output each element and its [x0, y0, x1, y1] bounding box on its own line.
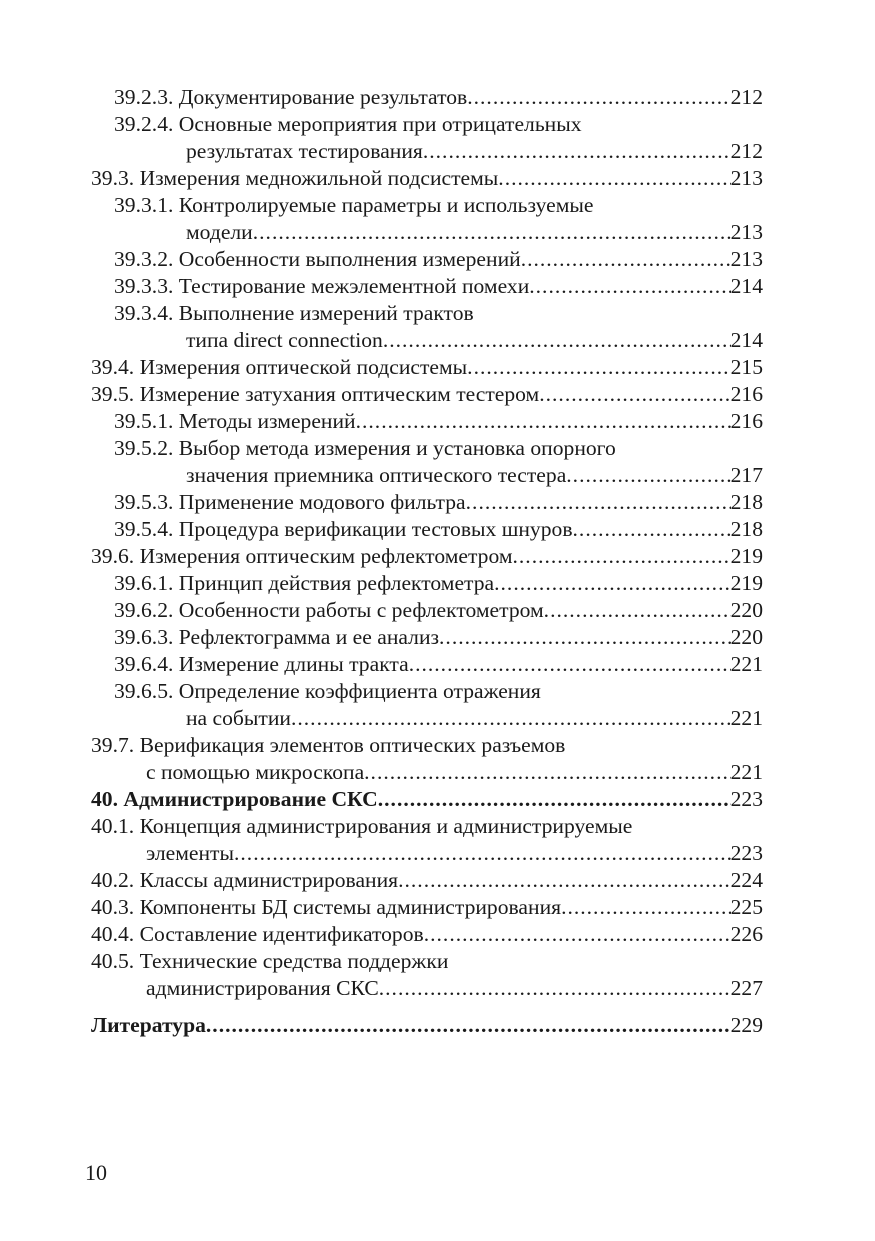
toc-entry-title: 39.3.3. Тестирование межэлементной помехи	[114, 274, 530, 298]
dot-leader	[539, 381, 730, 408]
toc-entry-page: 217	[730, 463, 763, 487]
toc-entry-title: 39.6.3. Рефлектограмма и ее анализ	[114, 625, 440, 649]
dot-leader	[498, 165, 730, 192]
toc-entry-39-5-1	[91, 408, 763, 435]
toc-entry-title: 39.5.4. Процедура верификации тестовых шнуров	[114, 517, 573, 541]
toc-entry-title: 39.6.4. Измерение длины тракта	[114, 652, 409, 676]
toc-entry-page: 223	[730, 841, 763, 865]
toc-entry-page: 214	[730, 274, 763, 298]
toc-entry-title: 39.6.2. Особенности работы с рефлектометром	[114, 598, 544, 622]
toc-entry-page: 221	[730, 706, 763, 730]
dot-leader	[561, 894, 731, 921]
table-of-contents	[91, 84, 763, 1039]
toc-entry-page: 214	[730, 328, 763, 352]
dot-leader	[379, 975, 731, 1002]
dot-leader	[573, 516, 731, 543]
toc-chapter-title: Литература	[91, 1013, 206, 1037]
toc-entry-page: 226	[730, 922, 763, 946]
toc-entry-title: 39.6. Измерения оптическим рефлектометром	[91, 544, 513, 568]
dot-leader	[253, 219, 731, 246]
toc-entry-page: 225	[730, 895, 763, 919]
toc-entry-page: 216	[730, 409, 763, 433]
toc-chapter-title: 40. Администрирование СКС	[91, 787, 378, 811]
toc-entry-39-7	[91, 732, 763, 759]
toc-entry-page: 213	[730, 220, 763, 244]
toc-entry-40-1-cont	[91, 840, 763, 867]
toc-entry-title: 40.4. Составление идентификаторов	[91, 922, 424, 946]
toc-entry-page: 229	[730, 1013, 763, 1037]
toc-entry-title: 39.5. Измерение затухания оптическим тестером	[91, 382, 540, 406]
toc-entry-title: 40.2. Классы администрирования	[91, 868, 399, 892]
toc-entry-39-5-2-cont	[91, 462, 763, 489]
toc-entry-39-3-4-cont	[91, 327, 763, 354]
toc-entry-literature	[91, 1012, 763, 1039]
dot-leader	[424, 921, 731, 948]
dot-leader	[378, 786, 731, 813]
toc-entry-title-cont: значения приемника оптического тестера	[186, 463, 567, 487]
toc-entry-page: 218	[730, 490, 763, 514]
toc-entry-title: 39.5.1. Методы измерений	[114, 409, 356, 433]
toc-entry-title: 39.6.1. Принцип действия рефлектометра	[114, 571, 495, 595]
toc-entry-page: 212	[730, 85, 763, 109]
toc-entry-title: 39.3.1. Контролируемые параметры и используемые	[114, 193, 594, 217]
dot-leader	[529, 273, 730, 300]
dot-leader	[383, 327, 731, 354]
toc-entry-40-3	[91, 894, 763, 921]
toc-entry-title: 39.5.2. Выбор метода измерения и установка опорного	[114, 436, 616, 460]
toc-entry-39-3	[91, 165, 763, 192]
page-number: 10	[85, 1160, 107, 1185]
dot-leader	[544, 597, 731, 624]
toc-entry-39-6-1	[91, 570, 763, 597]
toc-entry-title-cont: типа direct connection	[186, 328, 383, 352]
toc-entry-title: 39.5.3. Применение модового фильтра	[114, 490, 466, 514]
toc-entry-title-cont: элементы	[146, 841, 234, 865]
toc-entry-39-7-cont	[91, 759, 763, 786]
toc-entry-page: 220	[730, 598, 763, 622]
dot-leader	[356, 408, 731, 435]
toc-entry-title-cont: на событии	[186, 706, 291, 730]
toc-entry-39-3-1-cont	[91, 219, 763, 246]
dot-leader	[234, 840, 731, 867]
toc-entry-page: 220	[730, 625, 763, 649]
toc-entry-title: 39.7. Верификация элементов оптических разъемов	[91, 733, 566, 757]
toc-entry-39-2-4-cont	[91, 138, 763, 165]
toc-entry-page: 219	[730, 544, 763, 568]
toc-entry-39-6-4	[91, 651, 763, 678]
toc-entry-page: 212	[730, 139, 763, 163]
toc-entry-page: 221	[730, 760, 763, 784]
toc-entry-title: 39.3.4. Выполнение измерений трактов	[114, 301, 474, 325]
dot-leader	[467, 354, 730, 381]
toc-entry-40-2	[91, 867, 763, 894]
dot-leader	[398, 867, 731, 894]
toc-entry-39-3-4	[91, 300, 763, 327]
toc-entry-39-5-3	[91, 489, 763, 516]
toc-entry-39-6-3	[91, 624, 763, 651]
toc-entry-title: 40.3. Компоненты БД системы администрирования	[91, 895, 562, 919]
toc-entry-title-cont: администрирования СКС	[146, 976, 379, 1000]
toc-entry-39-5-4	[91, 516, 763, 543]
dot-leader	[206, 1012, 731, 1039]
toc-entry-title-cont: результатах тестирования	[186, 139, 423, 163]
dot-leader	[494, 570, 730, 597]
dot-leader	[423, 138, 731, 165]
dot-leader	[466, 489, 731, 516]
dot-leader	[566, 462, 730, 489]
toc-entry-page: 224	[730, 868, 763, 892]
toc-entry-page: 213	[730, 166, 763, 190]
toc-entry-page: 227	[730, 976, 763, 1000]
toc-entry-40-1	[91, 813, 763, 840]
toc-entry-39-4	[91, 354, 763, 381]
dot-leader	[513, 543, 731, 570]
toc-entry-40-5	[91, 948, 763, 975]
toc-entry-page: 219	[730, 571, 763, 595]
dot-leader	[364, 759, 730, 786]
toc-entry-title-cont: с помощью микроскопа	[146, 760, 365, 784]
toc-entry-page: 218	[730, 517, 763, 541]
toc-entry-title: 39.3. Измерения медножильной подсистемы	[91, 166, 499, 190]
toc-entry-39-5-2	[91, 435, 763, 462]
toc-entry-page: 213	[730, 247, 763, 271]
toc-entry-39-6-5	[91, 678, 763, 705]
toc-entry-40	[91, 786, 763, 813]
toc-entry-40-4	[91, 921, 763, 948]
toc-entry-39-6	[91, 543, 763, 570]
toc-entry-title: 40.5. Технические средства поддержки	[91, 949, 449, 973]
toc-entry-page: 216	[730, 382, 763, 406]
toc-entry-title: 40.1. Концепция администрирования и администрируемые	[91, 814, 633, 838]
toc-entry-page: 221	[730, 652, 763, 676]
dot-leader	[439, 624, 731, 651]
toc-entry-page: 223	[730, 787, 763, 811]
toc-entry-39-3-2	[91, 246, 763, 273]
toc-entry-title: 39.4. Измерения оптической подсистемы	[91, 355, 468, 379]
toc-entry-title: 39.3.2. Особенности выполнения измерений	[114, 247, 521, 271]
toc-entry-39-2-4	[91, 111, 763, 138]
toc-entry-title: 39.2.3. Документирование результатов	[114, 85, 468, 109]
dot-leader	[521, 246, 731, 273]
toc-entry-39-6-2	[91, 597, 763, 624]
toc-entry-title: 39.6.5. Определение коэффициента отражения	[114, 679, 541, 703]
toc-entry-39-3-3	[91, 273, 763, 300]
dot-leader	[291, 705, 731, 732]
dot-leader	[467, 84, 730, 111]
toc-entry-title: 39.2.4. Основные мероприятия при отрицательных	[114, 112, 582, 136]
toc-entry-39-3-1	[91, 192, 763, 219]
toc-entry-39-5	[91, 381, 763, 408]
toc-entry-39-6-5-cont	[91, 705, 763, 732]
dot-leader	[409, 651, 731, 678]
toc-entry-39-2-3	[91, 84, 763, 111]
toc-entry-40-5-cont	[91, 975, 763, 1002]
toc-entry-title-cont: модели	[186, 220, 253, 244]
toc-entry-page: 215	[730, 355, 763, 379]
